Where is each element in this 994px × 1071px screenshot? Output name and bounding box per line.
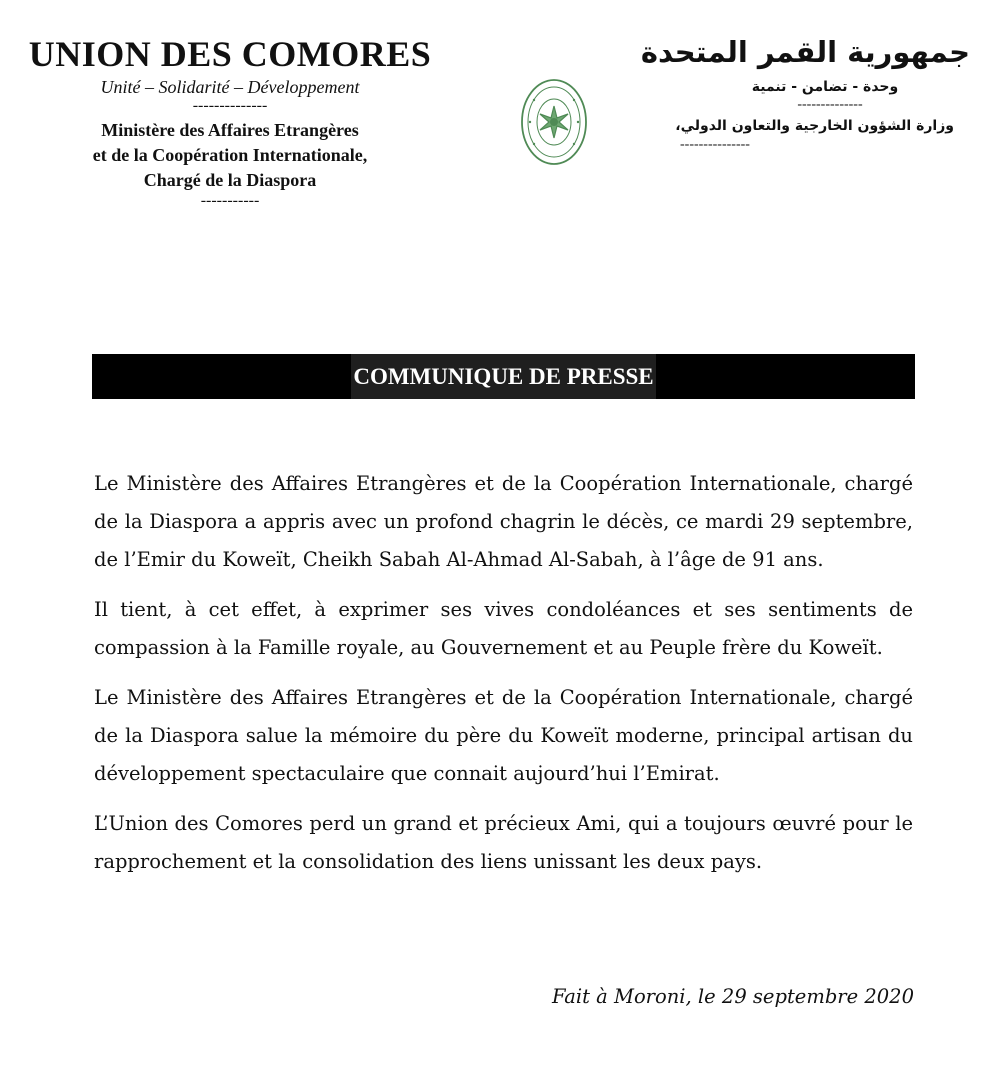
header-french — [10, 32, 450, 209]
body-paragraph: Il tient, à cet effet, à exprimer ses vives condoléances et ses sentiments de compassion à la Famille royale, au Gouvernement et au Peuple frère du Koweït. — [94, 598, 913, 659]
document-title: COMMUNIQUE DE PRESSE — [351, 354, 655, 399]
press-release-body — [94, 465, 913, 893]
separator: ----------- — [200, 192, 260, 209]
ministry-line-1: Ministère des Affaires Etrangères — [101, 120, 359, 140]
place-date-signoff: Fait à Moroni, le 29 septembre 2020 — [552, 985, 914, 1008]
title-banner — [92, 354, 915, 399]
header-arabic — [630, 30, 980, 152]
motto-fr: Unité – Solidarité – Développement — [100, 77, 360, 97]
comoros-seal-icon — [520, 78, 588, 166]
separator: --------------- — [680, 137, 750, 152]
country-name-ar: جمهورية القمر المتحدة — [640, 35, 970, 69]
ministry-line-3: Chargé de la Diaspora — [143, 170, 317, 190]
body-paragraph: L’Union des Comores perd un grand et précieux Ami, qui a toujours œuvré pour le rapprochement et la consolidation des liens unissant les deux pays. — [94, 812, 913, 873]
ministry-name-fr — [10, 118, 450, 193]
motto-ar: وحدة - تضامن - تنمية — [751, 79, 899, 95]
separator: -------------- — [192, 97, 268, 114]
body-paragraph: Le Ministère des Affaires Etrangères et de la Coopération Internationale, chargé de la Diaspora salue la mémoire du père du Koweït moderne, principal artisan du développement spectaculaire que connait aujourd’hui l’Emirat. — [94, 686, 913, 785]
ministry-name-ar: وزارة الشؤون الخارجية والتعاون الدولي، — [675, 118, 954, 134]
separator: -------------- — [797, 97, 863, 112]
country-name-fr: UNION DES COMORES — [28, 34, 432, 74]
ministry-line-2: et de la Coopération Internationale, — [92, 145, 368, 165]
body-paragraph: Le Ministère des Affaires Etrangères et de la Coopération Internationale, chargé de la Diaspora a appris avec un profond chagrin le décès, ce mardi 29 septembre, de l’Emir du Koweït, Cheikh Sabah Al-Ahmad Al-Sabah, à l’âge de 91 ans. — [94, 472, 913, 571]
